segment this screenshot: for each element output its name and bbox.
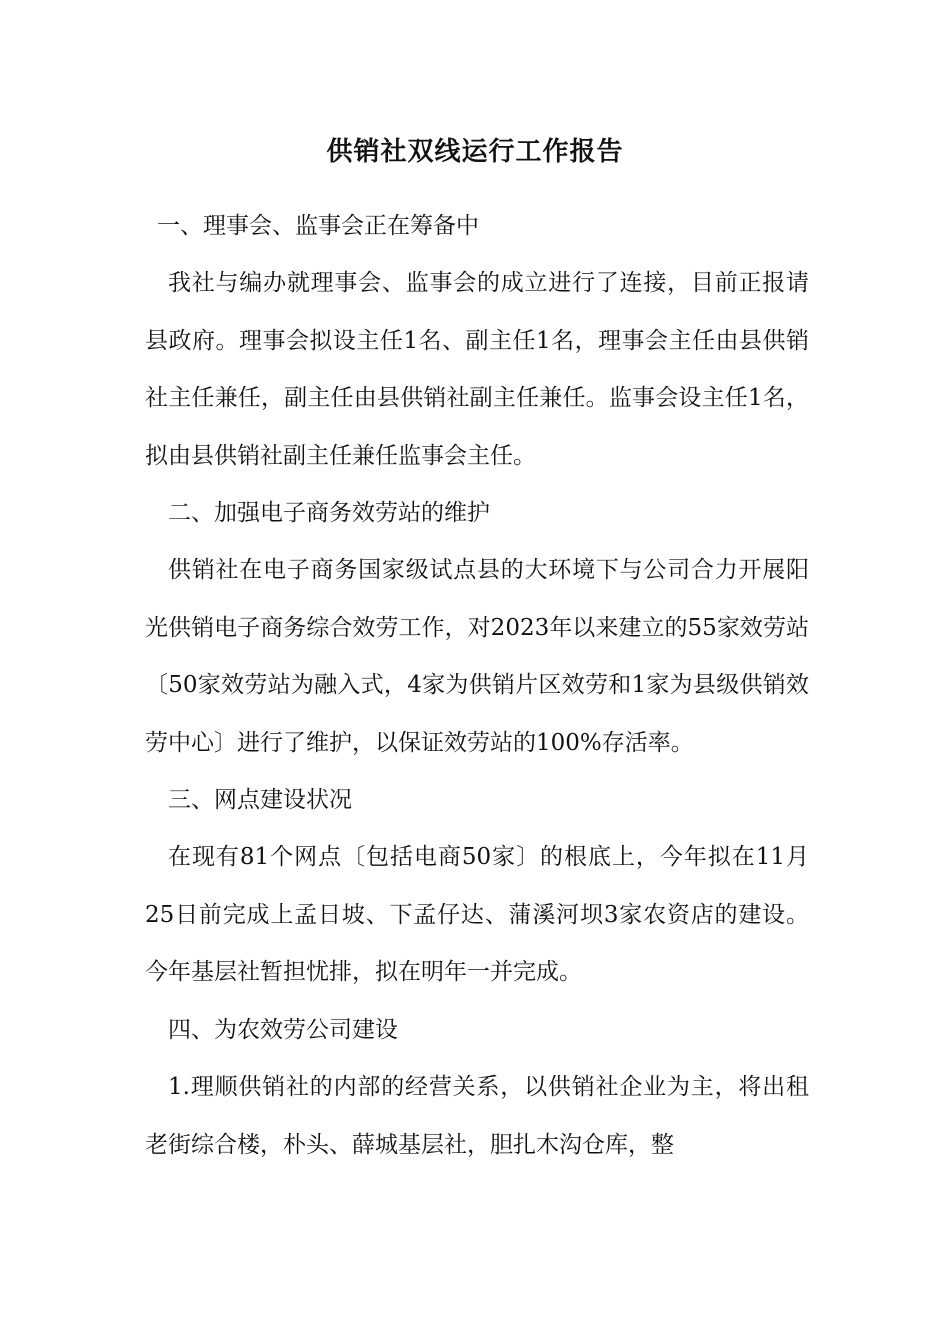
section-paragraph: 1.理顺供销社的内部的经营关系，以供销社企业为主，将出租老街综合楼，朴头、薛城基层社，胆扎木沟仓库，整: [145, 1074, 809, 1158]
section-heading: 三、网点建设状况: [168, 787, 352, 814]
section-paragraph: 我社与编办就理事会、监事会的成立进行了连接，目前正报请县政府。理事会拟设主任1名、副主任1名，理事会主任由县供销社主任兼任，副主任由县供销社副主任兼任。监事会设主任1名，拟由县供销社副主任兼任监事会主任。: [145, 270, 809, 469]
document-title: 供销社双线运行工作报告: [326, 137, 624, 167]
document-body: [145, 198, 809, 1174]
section-heading: 四、为农效劳公司建设: [168, 1016, 398, 1043]
section-heading: 二、加强电子商务效劳站的维护: [168, 500, 490, 527]
section-paragraph: 在现有81个网点〔包括电商50家〕的根底上，今年拟在11月25日前完成上孟日坡、下孟仔达、蒲溪河坝3家农资店的建设。今年基层社暂担忧排，拟在明年一并完成。: [145, 844, 809, 986]
section-paragraph: 供销社在电子商务国家级试点县的大环境下与公司合力开展阳光供销电子商务综合效劳工作，对2023年以来建立的55家效劳站〔50家效劳站为融入式，4家为供销片区效劳和1家为县级供销效劳中心〕进行了维护，以保证效劳站的100%存活率。: [145, 557, 809, 756]
section-heading: 一、理事会、监事会正在筹备中: [157, 213, 479, 239]
